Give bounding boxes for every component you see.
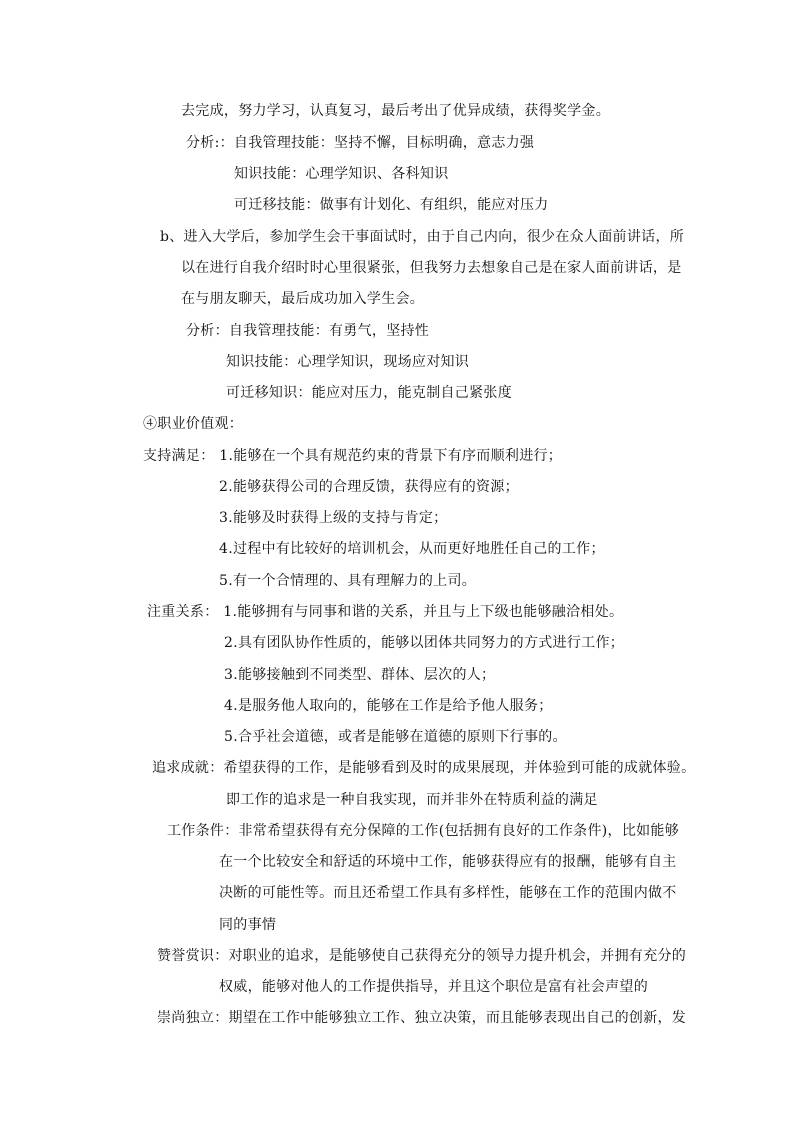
text-line: 分析:：自我管理技能：坚持不懈，目标明确，意志力强 [186,135,535,151]
text-line: 知识技能：心理学知识、各科知识 [234,166,449,182]
text-line: 注重关系： 1.能够拥有与同事和谐的关系，并且与上下级也能够融洽相处。 [147,604,624,620]
text-line: 可迁移知识：能应对压力，能克制自己紧张度 [226,385,512,401]
text-line: 分析：自我管理技能：有勇气，坚持性 [186,323,430,339]
text-line: 5.有一个合情理的、具有理解力的上司。 [219,573,477,589]
text-line: 以在进行自我介绍时时心里很紧张，但我努力去想象自己是在家人面前讲话，是 [181,260,682,276]
text-line: 决断的可能性等。而且还希望工作具有多样性，能够在工作的范围内做不 [219,885,677,901]
text-line: b、进入大学后，参加学生会干事面试时，由于自己内向，很少在众人面前讲话，所 [160,229,685,245]
text-line: 去完成，努力学习，认真复习，最后考出了优异成绩，获得奖学金。 [181,103,610,119]
text-line: 即工作的追求是一种自我实现，而并非外在特质利益的满足 [226,792,598,808]
text-line: 2.具有团队协作性质的，能够以团体共同努力的方式进行工作； [224,635,625,651]
text-line: 3.能够接触到不同类型、群体、层次的人； [224,667,496,683]
text-line: 4.是服务他人取向的，能够在工作是给予他人服务； [224,698,553,714]
section-heading: ④职业价值观： [143,416,244,432]
text-line: 崇尚独立：期望在工作中能够独立工作、独立决策，而且能够表现出自己的创新，发 [157,1010,687,1026]
text-line: 工作条件：非常希望获得有充分保障的工作(包括拥有良好的工作条件)，比如能够 [167,823,680,839]
text-line: 可迁移技能：做事有计划化、有组织，能应对压力 [234,197,549,213]
text-line: 3.能够及时获得上级的支持与肯定； [219,510,448,526]
text-line: 4.过程中有比较好的培训机会，从而更好地胜任自己的工作； [219,541,605,557]
text-line: 追求成就：希望获得的工作，是能够看到及时的成果展现，并体验到可能的成就体验。 [152,760,696,776]
text-line: 知识技能：心理学知识，现场应对知识 [226,354,470,370]
text-line: 在与朋友聊天，最后成功加入学生会。 [181,291,425,307]
text-line: 2.能够获得公司的合理反馈，获得应有的资源； [219,479,519,495]
text-line: 赞誉赏识：对职业的追求，是能够使自己获得充分的领导力提升机会，并拥有充分的 [157,948,687,964]
text-line: 在一个比较安全和舒适的环境中工作，能够获得应有的报酬，能够有自主 [219,854,677,870]
text-line: 5.合乎社会道德，或者是能够在道德的原则下行事的。 [224,729,567,745]
text-line: 权威，能够对他人的工作提供指导，并且这个职位是富有社会声望的 [219,979,648,995]
text-line: 支持满足： 1.能够在一个具有规范约束的背景下有序而顺利进行； [143,448,563,464]
text-line: 同的事情 [219,917,277,933]
